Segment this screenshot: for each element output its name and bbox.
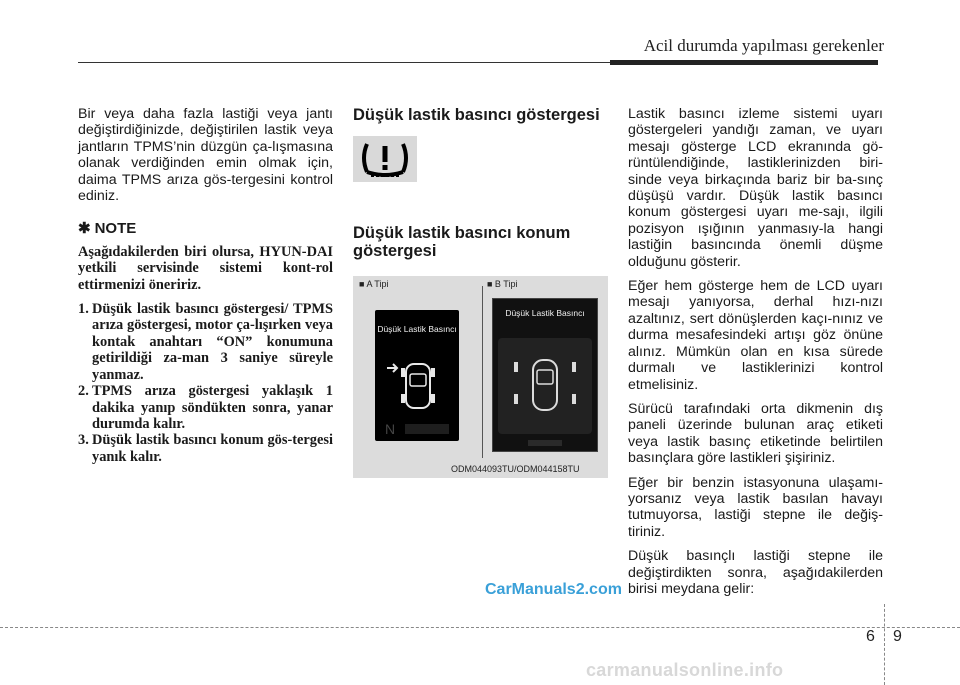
list-item (78, 432, 333, 465)
page-header-title: Acil durumda yapılması gerekenler (643, 36, 884, 55)
list-item (78, 383, 333, 432)
watermark-logo: CarManuals2.com (485, 581, 622, 598)
column-right (628, 106, 883, 605)
display-panel-b (492, 298, 598, 452)
tpms-warning-icon (353, 136, 417, 182)
note-label: NOTE (94, 220, 137, 238)
list-number: 2. (78, 383, 89, 400)
car-outline-icon (375, 310, 459, 441)
figure-label-b: ■ B Tipi (487, 279, 518, 289)
paragraph: Eğer bir benzin istasyonuna ulaşamı-yorsanız veya lastik basılan havayı tutmuyorsa, lastiği stepne ile değiş-tiriniz. (628, 474, 883, 540)
panel-b-title: Düşük Lastik Basıncı (505, 308, 585, 318)
intro-paragraph: Bir veya daha fazla lastiği veya jantı değiştirdiğinizde, değiştirilen lastik veya jantların TPMS’nin düzgün ça-lışmasına olanak verdiğinden emin olmak için, daima TPMS arıza gös-tergesini kontrol ediniz. (78, 106, 333, 205)
list-item (78, 301, 333, 383)
column-middle (353, 106, 608, 260)
page-number-chapter: 6 (866, 628, 875, 645)
car-position-icon (492, 298, 598, 452)
figure-label-a: ■ A Tipi (359, 279, 389, 289)
star-icon: ✱ (78, 220, 91, 238)
display-panel-a (375, 310, 459, 441)
paragraph: Düşük basınçlı lastiği stepne ile değiştirdikten sonra, aşağıdakilerden birisi meydana gelir: (628, 548, 883, 597)
list-number: 3. (78, 432, 89, 449)
header-rule-accent (610, 60, 878, 65)
figure-tpms-displays (353, 276, 608, 478)
column-left (78, 106, 333, 465)
note-heading (78, 221, 333, 237)
list-text: Düşük lastik basıncı konum gös-tergesi yanık kalır. (92, 432, 333, 465)
list-text: TPMS arıza göstergesi yaklaşık 1 dakika yanıp söndükten sonra, yanar durumda kalır. (92, 383, 333, 432)
list-number: 1. (78, 301, 89, 318)
section-title-position: Düşük lastik basıncı konum göstergesi (353, 224, 571, 260)
section-title-low-pressure: Düşük lastik basıncı göstergesi (353, 106, 600, 124)
page-number: 9 (893, 628, 902, 645)
svg-text:N: N (385, 421, 396, 437)
list-text: Düşük lastik basıncı göstergesi/ TPMS arıza göstergesi, motor ça-lışırken veya kontak anahtarı “ON” konumuna getirildiği za-man 3 saniye süreyle yanmaz. (92, 301, 333, 383)
paragraph: Eğer hem gösterge hem de LCD uyarı mesajı yanıyorsa, derhal hızı-nızı azaltınız, sert dönüşlerden kaçı-nınız ve durma mesafesindeki artışı göz önüne alınız. Mümkün olan en kısa sürede durmalı ve lastiklerinizi kontrol etmelisiniz. (628, 278, 883, 393)
footer-divider (884, 604, 885, 685)
paragraph: Sürücü tarafındaki orta dikmenin dış paneli üzerinde bulunan araç etiketi veya lastik basınç etiketinde belirtilen basınçlara göre lastikleri şişiriniz. (628, 400, 883, 467)
tire-pressure-icon (353, 136, 417, 182)
note-list (78, 301, 333, 465)
site-watermark: carmanualsonline.info (586, 660, 784, 680)
paragraph: Lastik basıncı izleme sistemi uyarı göstergeleri yandığı zaman, ve uyarı mesajı gösterge LCD ekranında gö-rüntülendiğinde, lastiklerinizden biri-sinde veya birkaçında bariz bir ba-sınç düşüşü vardır. Düşük lastik basıncı konum göstergesi uyarı me-sajı, ilgili pozisyon ışığının yanmasıy-la hangi lastiğin basıncında önemli düşme olduğunu gösterir. (628, 106, 883, 270)
note-intro: Aşağıdakilerden biri olursa, HYUN-DAI yetkili servisinde sistemi kont-rol ettirmenizi öneririz. (78, 243, 333, 293)
figure-caption: ODM044093TU/ODM044158TU (451, 464, 580, 474)
footer-rule (0, 627, 960, 628)
figure-divider (482, 286, 483, 458)
panel-a-title: Düşük Lastik Basıncı (377, 324, 457, 334)
